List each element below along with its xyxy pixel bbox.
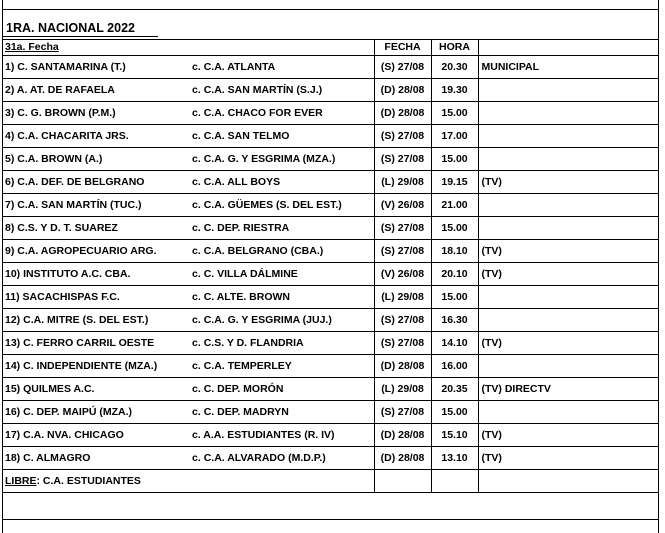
away-team: c. C. VILLA DÁLMINE <box>192 267 298 280</box>
match-time: 15.00 <box>431 285 478 308</box>
match-notes <box>478 193 659 216</box>
match-row <box>2 147 659 170</box>
match-notes <box>478 216 659 239</box>
match-time: 20.30 <box>431 55 478 78</box>
home-team: 17) C.A. NVA. CHICAGO <box>5 428 124 441</box>
match-time: 16.00 <box>431 354 478 377</box>
away-team: c. C.A. G. Y ESGRIMA (MZA.) <box>192 152 336 165</box>
home-team: 9) C.A. AGROPECUARIO ARG. <box>5 244 157 257</box>
away-team: c. C. DEP. MORÓN <box>192 382 284 395</box>
away-team: c. C.A. SAN MARTÍN (S.J.) <box>192 83 323 96</box>
title-underline <box>2 36 158 37</box>
away-team: c. C.A. ATLANTA <box>192 60 276 73</box>
match-notes: (TV) <box>478 446 659 469</box>
away-team: c. C.A. TEMPERLEY <box>192 359 292 372</box>
match-date: (S) 27/08 <box>374 331 431 354</box>
home-team: 8) C.S. Y D. T. SUAREZ <box>5 221 118 234</box>
match-time: 18.10 <box>431 239 478 262</box>
match-time: 15.00 <box>431 400 478 423</box>
libre-cell <box>2 469 374 492</box>
match-row <box>2 78 659 101</box>
notes-header <box>478 40 659 55</box>
home-team: 6) C.A. DEF. DE BELGRANO <box>5 175 145 188</box>
match-row <box>2 331 659 354</box>
home-team: 4) C.A. CHACARITA JRS. <box>5 129 129 142</box>
match-row <box>2 239 659 262</box>
match-time: 15.00 <box>431 101 478 124</box>
match-notes <box>478 101 659 124</box>
match-notes <box>478 400 659 423</box>
match-row <box>2 285 659 308</box>
home-team: 10) INSTITUTO A.C. CBA. <box>5 267 131 280</box>
match-notes: (TV) <box>478 262 659 285</box>
libre-team: : C.A. ESTUDIANTES <box>36 474 141 487</box>
match-row <box>2 170 659 193</box>
match-date: (V) 26/08 <box>374 262 431 285</box>
match-date: (S) 27/08 <box>374 147 431 170</box>
libre-row <box>2 469 659 492</box>
match-row <box>2 354 659 377</box>
match-cell <box>2 170 374 193</box>
match-cell <box>2 285 374 308</box>
away-team: c. C.A. SAN TELMO <box>192 129 290 142</box>
match-cell <box>2 239 374 262</box>
away-team: c. C.A. CHACO FOR EVER <box>192 106 323 119</box>
sheet-title: 1RA. NACIONAL 2022 <box>6 21 135 35</box>
home-team: 15) QUILMES A.C. <box>5 382 95 395</box>
match-date: (S) 27/08 <box>374 55 431 78</box>
round-label: 31a. Fecha <box>2 40 374 55</box>
match-cell <box>2 101 374 124</box>
away-team: c. C. DEP. RIESTRA <box>192 221 290 234</box>
match-cell <box>2 308 374 331</box>
home-team: 1) C. SANTAMARINA (T.) <box>5 60 126 73</box>
match-row <box>2 400 659 423</box>
match-date: (L) 29/08 <box>374 170 431 193</box>
match-row <box>2 308 659 331</box>
match-cell <box>2 400 374 423</box>
away-team: c. C.A. BELGRANO (CBA.) <box>192 244 324 257</box>
home-team: 5) C.A. BROWN (A.) <box>5 152 103 165</box>
home-team: 16) C. DEP. MAIPÚ (MZA.) <box>5 405 133 418</box>
match-cell <box>2 78 374 101</box>
away-team: c. A.A. ESTUDIANTES (R. IV) <box>192 428 335 441</box>
match-row <box>2 377 659 400</box>
fecha-header: FECHA <box>374 40 431 55</box>
match-time: 16.30 <box>431 308 478 331</box>
libre-time <box>431 469 478 492</box>
table-header-row <box>2 40 659 55</box>
away-team: c. C.A. GÜEMES (S. DEL EST.) <box>192 198 342 211</box>
match-date: (V) 26/08 <box>374 193 431 216</box>
match-row <box>2 124 659 147</box>
match-time: 13.10 <box>431 446 478 469</box>
match-cell <box>2 354 374 377</box>
match-time: 15.10 <box>431 423 478 446</box>
libre-notes <box>478 469 659 492</box>
match-date: (L) 29/08 <box>374 377 431 400</box>
libre-date <box>374 469 431 492</box>
match-time: 20.10 <box>431 262 478 285</box>
match-time: 19.30 <box>431 78 478 101</box>
away-team: c. C. DEP. MADRYN <box>192 405 289 418</box>
match-row <box>2 101 659 124</box>
home-team: 13) C. FERRO CARRIL OESTE <box>5 336 155 349</box>
fixture-table <box>2 40 659 493</box>
match-row <box>2 262 659 285</box>
match-time: 17.00 <box>431 124 478 147</box>
away-team: c. C.A. ALL BOYS <box>192 175 281 188</box>
match-date: (S) 27/08 <box>374 400 431 423</box>
match-row <box>2 216 659 239</box>
match-time: 15.00 <box>431 216 478 239</box>
match-cell <box>2 377 374 400</box>
match-notes <box>478 124 659 147</box>
match-row <box>2 193 659 216</box>
match-date: (D) 28/08 <box>374 101 431 124</box>
home-team: 2) A. AT. DE RAFAELA <box>5 83 115 96</box>
match-cell <box>2 193 374 216</box>
match-date: (S) 27/08 <box>374 308 431 331</box>
away-team: c. C.A. ALVARADO (M.D.P.) <box>192 451 326 464</box>
match-date: (D) 28/08 <box>374 354 431 377</box>
match-notes: (TV) <box>478 331 659 354</box>
match-cell <box>2 216 374 239</box>
away-team: c. C.A. G. Y ESGRIMA (JUJ.) <box>192 313 332 326</box>
hora-header: HORA <box>431 40 478 55</box>
home-team: 11) SACACHISPAS F.C. <box>5 290 120 303</box>
match-notes: (TV) DIRECTV <box>478 377 659 400</box>
away-team: c. C. ALTE. BROWN <box>192 290 291 303</box>
match-notes: (TV) <box>478 423 659 446</box>
match-notes <box>478 147 659 170</box>
match-time: 14.10 <box>431 331 478 354</box>
match-date: (L) 29/08 <box>374 285 431 308</box>
match-notes: MUNICIPAL <box>478 55 659 78</box>
match-cell <box>2 147 374 170</box>
match-notes <box>478 308 659 331</box>
match-row <box>2 55 659 78</box>
match-notes: (TV) <box>478 170 659 193</box>
match-time: 20.35 <box>431 377 478 400</box>
match-cell <box>2 124 374 147</box>
match-cell <box>2 262 374 285</box>
bottom-border <box>2 519 659 520</box>
match-row <box>2 423 659 446</box>
home-team: 14) C. INDEPENDIENTE (MZA.) <box>5 359 158 372</box>
match-time: 21.00 <box>431 193 478 216</box>
match-notes: (TV) <box>478 239 659 262</box>
match-notes <box>478 354 659 377</box>
home-team: 12) C.A. MITRE (S. DEL EST.) <box>5 313 149 326</box>
match-date: (D) 28/08 <box>374 423 431 446</box>
match-time: 19.15 <box>431 170 478 193</box>
match-date: (S) 27/08 <box>374 124 431 147</box>
match-date: (D) 28/08 <box>374 78 431 101</box>
match-notes <box>478 78 659 101</box>
match-time: 15.00 <box>431 147 478 170</box>
libre-label: LIBRE <box>5 474 37 487</box>
match-date: (S) 27/08 <box>374 239 431 262</box>
home-team: 18) C. ALMAGRO <box>5 451 91 464</box>
match-cell <box>2 423 374 446</box>
match-cell <box>2 446 374 469</box>
match-notes <box>478 285 659 308</box>
home-team: 3) C. G. BROWN (P.M.) <box>5 106 116 119</box>
away-team: c. C.S. Y D. FLANDRIA <box>192 336 304 349</box>
match-date: (S) 27/08 <box>374 216 431 239</box>
match-cell <box>2 55 374 78</box>
match-row <box>2 446 659 469</box>
match-cell <box>2 331 374 354</box>
match-date: (D) 28/08 <box>374 446 431 469</box>
home-team: 7) C.A. SAN MARTÍN (TUC.) <box>5 198 142 211</box>
